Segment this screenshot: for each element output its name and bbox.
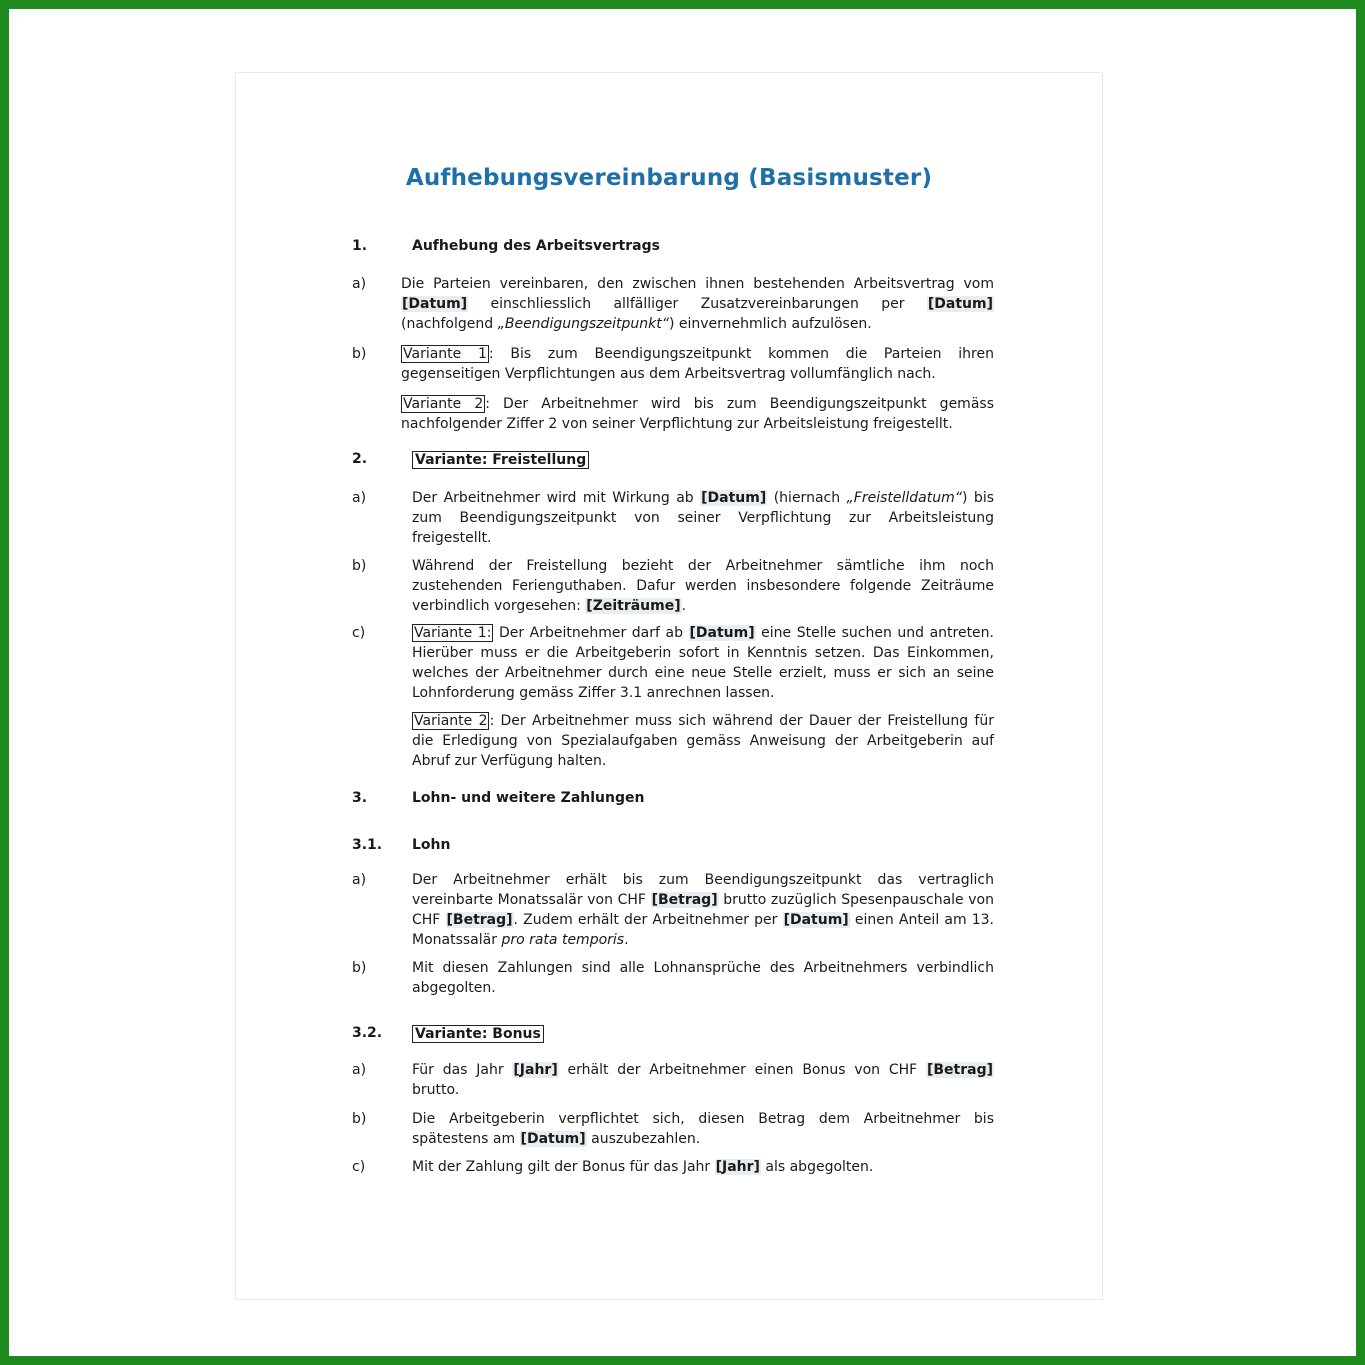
para-label: c)	[352, 1159, 366, 1175]
s2-para-a	[352, 488, 994, 548]
s31-para-a	[352, 870, 994, 950]
para-label: c)	[352, 625, 366, 641]
section-3-heading	[352, 790, 994, 806]
para-text: Während der Freistellung bezieht der Arbeitnehmer sämtliche ihm noch zustehenden Ferienguthaben. Dafur werden insbesondere folgende Zeiträume verbindlich vorgesehen: [Zeiträume].	[412, 558, 994, 614]
para-text: Variante 2 : Der Arbeitnehmer muss sich während der Dauer der Freistellung für die Erledigung von Spezialaufgaben gemäss Anweisung der Arbeitgeberin auf Abruf zur Verfügung halten.	[412, 713, 994, 769]
para-text: Der Arbeitnehmer erhält bis zum Beendigungszeitpunkt das vertraglich vereinbarte Monatssalär von CHF [Betrag] brutto zuzüglich Spesenpauschale von CHF [Betrag]. Zudem erhält der Arbeitnehmer per [Datum] einen Anteil am 13. Monatssalär pro rata temporis.	[412, 872, 994, 948]
para-text: Variante 1: Der Arbeitnehmer darf ab [Datum] eine Stelle suchen und antreten. Hierüber muss er die Arbeitgeberin sofort in Kenntnis setzen. Das Einkommen, welches der Arbeitnehmer durch eine neue Stelle erzielt, muss er sich an seine Lohnforderung gemäss Ziffer 3.1 anrechnen lassen.	[412, 625, 994, 701]
section-title: Aufhebung des Arbeitsvertrags	[412, 238, 660, 254]
section-title: Variante: Bonus	[412, 1025, 544, 1043]
placeholder-datum: [Datum]	[689, 625, 755, 641]
placeholder-betrag: [Betrag]	[651, 892, 718, 908]
s2-para-b	[352, 556, 994, 616]
placeholder-betrag: [Betrag]	[926, 1062, 994, 1078]
s32-para-b	[352, 1109, 994, 1149]
placeholder-jahr: [Jahr]	[715, 1159, 760, 1175]
placeholder-datum: [Datum]	[520, 1131, 586, 1147]
document-page	[235, 72, 1103, 1300]
para-text: Mit der Zahlung gilt der Bonus für das Jahr [Jahr] als abgegolten.	[412, 1159, 874, 1175]
term-pro-rata: pro rata temporis	[501, 932, 625, 948]
s32-para-c	[352, 1157, 994, 1177]
section-3-2-heading	[352, 1025, 994, 1043]
placeholder-datum: [Datum]	[701, 490, 767, 506]
term-freistelldatum: „Freistelldatum“	[846, 490, 963, 506]
s1-para-b-variant2	[352, 394, 994, 434]
term-beendigungszeitpunkt: „Beendigungszeitpunkt“	[497, 316, 669, 332]
para-text: Variante 1 : Bis zum Beendigungszeitpunkt kommen die Parteien ihren gegenseitigen Verpflichtungen aus dem Arbeitsvertrag vollumfänglich nach.	[401, 346, 994, 382]
variant-box: Variante 1	[403, 346, 487, 362]
section-title: Variante: Freistellung	[412, 451, 589, 469]
placeholder-jahr: [Jahr]	[513, 1062, 558, 1078]
para-label: a)	[352, 276, 367, 292]
section-1-heading	[352, 238, 994, 254]
section-number: 1.	[352, 238, 368, 254]
variant-box: Variante 2	[403, 396, 484, 412]
placeholder-zeitraeume: [Zeiträume]	[586, 598, 681, 614]
para-label: a)	[352, 1062, 367, 1078]
s31-para-b	[352, 958, 994, 998]
para-text: Die Arbeitgeberin verpflichtet sich, diesen Betrag dem Arbeitnehmer bis spätestens am [Datum] auszubezahlen.	[412, 1111, 994, 1147]
para-label: b)	[352, 558, 367, 574]
para-label: a)	[352, 490, 367, 506]
section-title: Lohn	[412, 837, 451, 853]
para-label: b)	[352, 346, 367, 362]
para-text: Variante 2 : Der Arbeitnehmer wird bis zum Beendigungszeitpunkt gemäss nachfolgender Ziffer 2 von seiner Verpflichtung zur Arbeitsleistung freigestellt.	[401, 396, 994, 432]
s2-para-c-variant2	[352, 711, 994, 771]
variant-box: Variante 1:	[414, 625, 492, 641]
placeholder-datum: [Datum]	[927, 296, 994, 312]
para-label: a)	[352, 872, 367, 888]
section-number: 3.1.	[352, 837, 383, 853]
s1-para-a	[352, 274, 994, 334]
section-title: Lohn- und weitere Zahlungen	[412, 790, 645, 806]
s2-para-c	[352, 623, 994, 703]
placeholder-betrag: [Betrag]	[446, 912, 513, 928]
section-2-heading	[352, 451, 994, 469]
para-text: Für das Jahr [Jahr] erhält der Arbeitnehmer einen Bonus von CHF [Betrag] brutto.	[412, 1062, 994, 1098]
s32-para-a	[352, 1060, 994, 1100]
para-label: b)	[352, 1111, 367, 1127]
document-title: Aufhebungsvereinbarung (Basismuster)	[405, 165, 933, 191]
para-text: Mit diesen Zahlungen sind alle Lohnansprüche des Arbeitnehmers verbindlich abgegolten.	[412, 960, 994, 996]
para-text: Die Parteien vereinbaren, den zwischen ihnen bestehenden Arbeitsvertrag vom [Datum] einschliesslich allfälliger Zusatzvereinbarungen per [Datum] (nachfolgend „Beendigungszeitpunkt“) einvernehmlich aufzulösen.	[401, 276, 994, 332]
section-3-1-heading	[352, 837, 994, 853]
variant-box: Variante 2	[414, 713, 488, 729]
section-number: 2.	[352, 451, 368, 467]
section-number: 3.2.	[352, 1025, 383, 1041]
placeholder-datum: [Datum]	[783, 912, 849, 928]
placeholder-datum: [Datum]	[402, 296, 468, 312]
para-text: Der Arbeitnehmer wird mit Wirkung ab [Datum] (hiernach „Freistelldatum“) bis zum Beendigungszeitpunkt von seiner Verpflichtung zur Arbeitsleistung freigestellt.	[412, 490, 994, 546]
s1-para-b	[352, 344, 994, 384]
section-number: 3.	[352, 790, 368, 806]
para-label: b)	[352, 960, 367, 976]
